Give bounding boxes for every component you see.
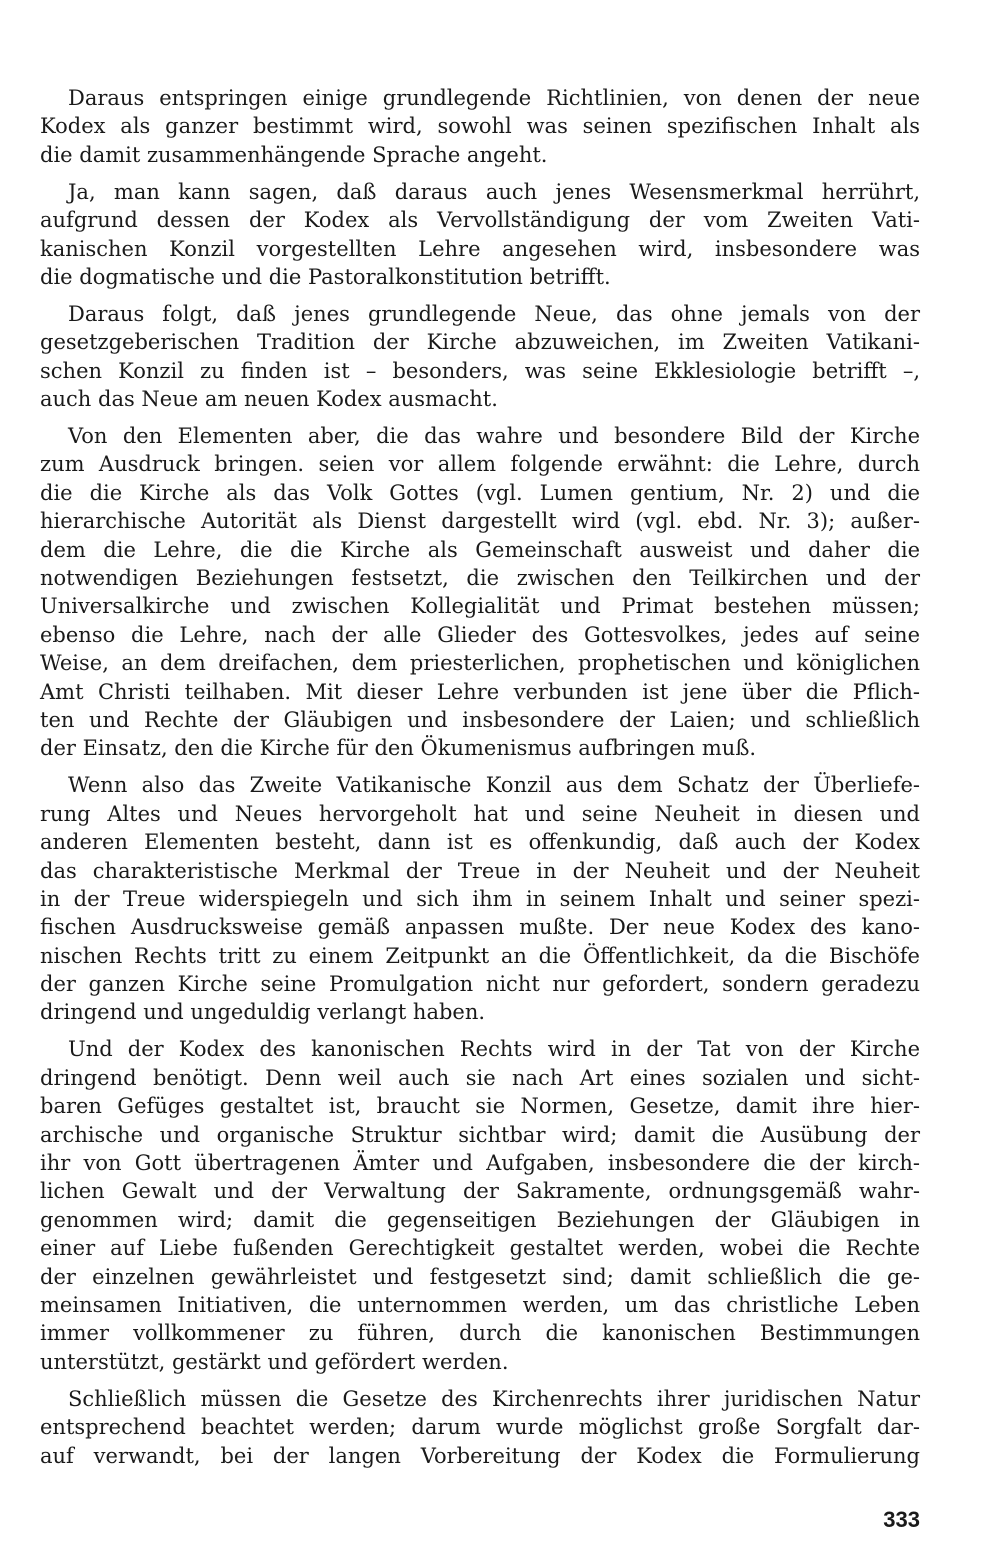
- text-line: auf verwandt, bei der langen Vorbereitung der Kodex die Formulierung: [40, 1443, 920, 1468]
- text-line: ten und Rechte der Gläubigen und insbesondere der Laien; und schließlich: [40, 707, 920, 732]
- text-line: der ganzen Kirche seine Promulgation nicht nur gefordert, sondern geradezu: [40, 972, 920, 997]
- text-line: immer vollkommener zu führen, durch die kanonischen Bestimmungen: [40, 1321, 920, 1346]
- text-line: schen Konzil zu finden ist – besonders, was seine Ekklesiologie betrifft –,: [40, 358, 920, 383]
- text-line: das charakteristische Merkmal der Treue in der Neuheit und der Neuheit: [40, 858, 920, 883]
- text-line: lichen Gewalt und der Verwaltung der Sakramente, ordnungsgemäß wahr-: [40, 1179, 920, 1204]
- text-line: Daraus entspringen einige grundlegende Richtlinien, von denen der neue: [68, 86, 920, 110]
- text-line: die die Kirche als das Volk Gottes (vgl. Lumen gentium, Nr. 2) und die: [40, 480, 920, 505]
- text-line: hierarchische Autorität als Dienst dargestellt wird (vgl. ebd. Nr. 3); außer-: [40, 509, 920, 534]
- page-number: 333: [883, 1507, 920, 1532]
- text-line: fischen Ausdrucksweise gemäß anpassen mußte. Der neue Kodex des kano-: [40, 915, 920, 940]
- text-line: ihr von Gott übertragenen Ämter und Aufgaben, insbesondere die der kirch-: [40, 1151, 920, 1176]
- text-line: aufgrund dessen der Kodex als Vervollständigung der vom Zweiten Vati-: [40, 208, 920, 233]
- text-line: Universalkirche und zwischen Kollegialität und Primat bestehen müssen;: [40, 594, 920, 619]
- text-line: dringend und ungeduldig verlangt haben.: [40, 1000, 486, 1025]
- paragraph: [40, 422, 920, 763]
- text-line: archische und organische Struktur sichtbar wird; damit die Ausübung der: [40, 1122, 920, 1147]
- text-line: unterstützt, gestärkt und gefördert werden.: [40, 1349, 509, 1374]
- text-line: einer auf Liebe fußenden Gerechtigkeit gestaltet werden, wobei die Rechte: [40, 1236, 920, 1261]
- text-line: anderen Elementen besteht, dann ist es offenkundig, daß auch der Kodex: [40, 830, 920, 855]
- text-line: entsprechend beachtet werden; darum wurde möglichst große Sorgfalt dar-: [40, 1415, 920, 1440]
- text-line: auch das Neue am neuen Kodex ausmacht.: [40, 387, 498, 412]
- text-line: gesetzgeberischen Tradition der Kirche abzuweichen, im Zweiten Vatikani-: [40, 330, 920, 355]
- text-line: kanischen Konzil vorgestellten Lehre angesehen wird, insbesondere was: [40, 236, 920, 261]
- text-line: der Einsatz, den die Kirche für den Ökumenismus aufbringen muß.: [40, 736, 757, 761]
- text-line: Ja, man kann sagen, daß daraus auch jenes Wesensmerkmal herrührt,: [68, 179, 920, 204]
- text-line: der einzelnen gewährleistet und festgesetzt sind; damit schließlich die ge-: [40, 1264, 920, 1289]
- paragraph: [40, 84, 920, 169]
- text-line: meinsamen Initiativen, die unternommen werden, um das christliche Leben: [40, 1292, 920, 1317]
- text-line: nischen Rechts tritt zu einem Zeitpunkt an die Öffentlichkeit, da die Bischöfe: [40, 943, 920, 968]
- paragraph: [40, 1035, 920, 1376]
- text-line: Weise, an dem dreifachen, dem priesterlichen, prophetischen und königlichen: [40, 651, 920, 676]
- text-line: Wenn also das Zweite Vatikanische Konzil aus dem Schatz der Überliefe-: [68, 773, 920, 798]
- page-body: [40, 84, 920, 1479]
- text-line: ebenso die Lehre, nach der alle Glieder des Gottesvolkes, jedes auf seine: [40, 622, 920, 647]
- text-line: dem die Lehre, die die Kirche als Gemeinschaft ausweist und daher die: [40, 537, 920, 562]
- text-line: Amt Christi teilhaben. Mit dieser Lehre verbunden ist jene über die Pflich-: [40, 679, 920, 704]
- text-line: Und der Kodex des kanonischen Rechts wird in der Tat von der Kirche: [68, 1037, 920, 1062]
- text-line: Schließlich müssen die Gesetze des Kirchenrechts ihrer juridischen Natur: [68, 1386, 920, 1411]
- text-line: baren Gefüges gestaltet ist, braucht sie Normen, Gesetze, damit ihre hier-: [40, 1094, 920, 1119]
- paragraph: [40, 300, 920, 414]
- text-line: genommen wird; damit die gegenseitigen Beziehungen der Gläubigen in: [40, 1207, 920, 1232]
- paragraph: [40, 771, 920, 1027]
- paragraph: [40, 1385, 920, 1470]
- text-line: zum Ausdruck bringen. seien vor allem folgende erwähnt: die Lehre, durch: [40, 452, 920, 477]
- text-line: die damit zusammenhängende Sprache angeht.: [40, 142, 548, 167]
- text-line: in der Treue widerspiegeln und sich ihm in seinem Inhalt und seiner spezi-: [40, 886, 920, 911]
- paragraph: [40, 178, 920, 292]
- text-line: dringend benötigt. Denn weil auch sie nach Art eines sozialen und sicht-: [40, 1065, 920, 1090]
- text-line: notwendigen Beziehungen festsetzt, die zwischen den Teilkirchen und der: [40, 566, 920, 591]
- text-line: Von den Elementen aber, die das wahre und besondere Bild der Kirche: [68, 424, 920, 449]
- text-line: die dogmatische und die Pastoralkonstitution betrifft.: [40, 264, 611, 289]
- text-line: Daraus folgt, daß jenes grundlegende Neue, das ohne jemals von der: [68, 301, 920, 326]
- text-line: rung Altes und Neues hervorgeholt hat und seine Neuheit in diesen und: [40, 801, 920, 826]
- text-line: Kodex als ganzer bestimmt wird, sowohl was seinen spezifischen Inhalt als: [40, 114, 920, 139]
